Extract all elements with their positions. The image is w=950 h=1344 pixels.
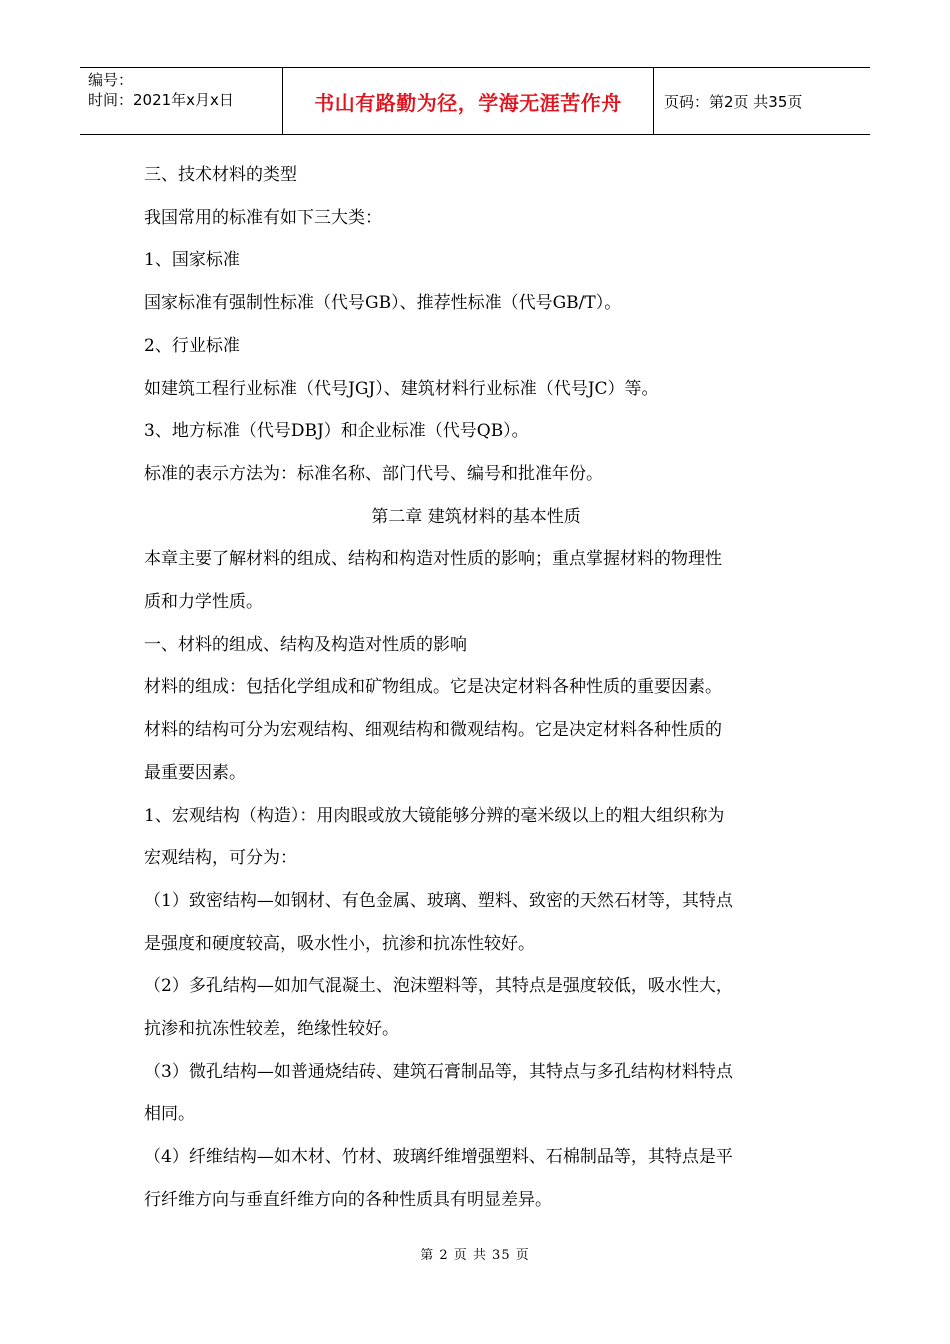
paragraph: 标准的表示方法为：标准名称、部门代号、编号和批准年份。 — [144, 463, 603, 484]
paragraph-line: 材料的结构可分为宏观结构、细观结构和微观结构。它是决定材料各种性质的 — [144, 720, 722, 741]
list-item-line: （4）纤维结构—如木材、竹材、玻璃纤维增强塑料、石棉制品等，其特点是平 — [144, 1147, 733, 1168]
paragraph: 如建筑工程行业标准（代号JGJ）、建筑材料行业标准（代号JC）等。 — [144, 378, 659, 399]
subheading: 1、国家标准 — [144, 250, 240, 271]
paragraph: 材料的组成：包括化学组成和矿物组成。它是决定材料各种性质的重要因素。 — [144, 677, 722, 698]
section-heading: 三、技术材料的类型 — [144, 165, 297, 185]
chapter-title: 第二章 建筑材料的基本性质 — [371, 506, 581, 527]
page-header — [80, 67, 870, 135]
list-item-line: 是强度和硬度较高，吸水性小，抗渗和抗冻性较好。 — [144, 933, 535, 954]
header-meta-cell — [80, 68, 282, 134]
list-item-line: （1）致密结构—如钢材、有色金属、玻璃、塑料、致密的天然石材等，其特点 — [144, 890, 733, 911]
paragraph: 3、地方标准（代号DBJ）和企业标准（代号QB）。 — [144, 421, 529, 442]
list-item-line: 抗渗和抗冻性较差，绝缘性较好。 — [144, 1019, 399, 1040]
subheading: 2、行业标准 — [144, 335, 240, 356]
number-label: 编号： — [88, 71, 134, 89]
paragraph: 国家标准有强制性标准（代号GB）、推荐性标准（代号GB/T）。 — [144, 293, 622, 314]
paragraph-line: 本章主要了解材料的组成、结构和构造对性质的影响；重点掌握材料的物理性 — [144, 549, 722, 570]
time-label: 时间：2021年x月x日 — [88, 91, 234, 109]
paragraph-line: 最重要因素。 — [144, 762, 246, 783]
header-motto-cell — [282, 68, 654, 134]
list-item-line: 行纤维方向与垂直纤维方向的各种性质具有明显差异。 — [144, 1189, 552, 1210]
header-page-info: 页码：第2页 共35页 — [664, 92, 803, 111]
paragraph: 我国常用的标准有如下三大类： — [144, 207, 382, 228]
document-body — [144, 154, 808, 1222]
paragraph-line: 宏观结构，可分为： — [144, 848, 297, 869]
paragraph-line: 1、宏观结构（构造）：用肉眼或放大镜能够分辨的毫米级以上的粗大组织称为 — [144, 805, 725, 826]
header-page-cell — [654, 68, 870, 134]
list-item-line: （2）多孔结构—如加气混凝土、泡沫塑料等，其特点是强度较低，吸水性大， — [144, 976, 733, 997]
page-footer: 第 2 页 共 35 页 — [420, 1248, 530, 1263]
list-item-line: 相同。 — [144, 1104, 195, 1125]
section-heading: 一、材料的组成、结构及构造对性质的影响 — [144, 634, 467, 655]
paragraph-line: 质和力学性质。 — [144, 592, 263, 613]
list-item-line: （3）微孔结构—如普通烧结砖、建筑石膏制品等，其特点与多孔结构材料特点 — [144, 1061, 733, 1082]
header-motto: 书山有路勤为径，学海无涯苦作舟 — [314, 90, 622, 115]
